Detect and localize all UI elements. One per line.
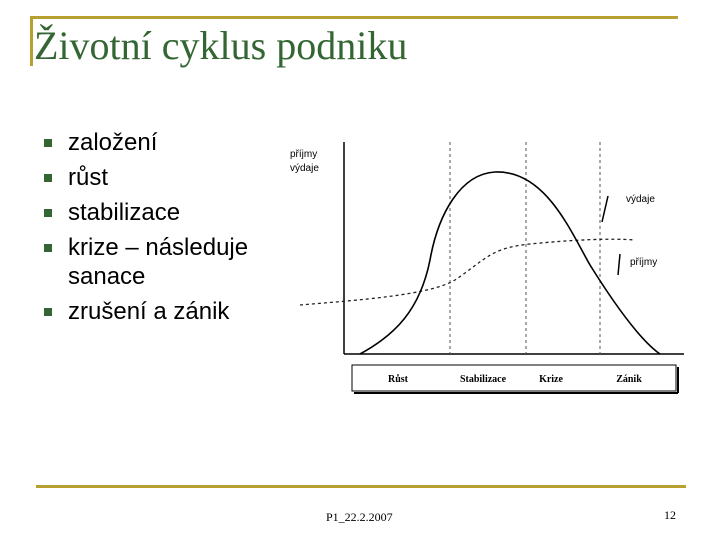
bottom-border-line bbox=[36, 485, 686, 488]
y-axis-label-revenue: příjmy bbox=[290, 149, 318, 160]
phase-label: Krize bbox=[539, 374, 563, 385]
curve-label-revenue: příjmy bbox=[630, 257, 658, 268]
top-border-line bbox=[30, 16, 678, 19]
footer-text: P1_22.2.2007 bbox=[326, 510, 393, 524]
list-item bbox=[40, 163, 280, 192]
bullet-square-icon bbox=[44, 209, 52, 217]
left-border-line bbox=[30, 16, 33, 66]
phase-label: Zánik bbox=[616, 374, 642, 385]
list-item-text: růst bbox=[68, 164, 109, 191]
list-item bbox=[40, 297, 280, 326]
bullet-list bbox=[40, 128, 280, 332]
list-item-text: založení bbox=[68, 129, 158, 156]
curve-label-expenses: výdaje bbox=[626, 194, 655, 205]
revenue-curve bbox=[360, 172, 660, 354]
bullet-square-icon bbox=[44, 308, 52, 316]
y-axis-label-expenses: výdaje bbox=[290, 163, 319, 174]
phase-label: Stabilizace bbox=[459, 374, 507, 385]
list-item bbox=[40, 233, 280, 291]
life-cycle-diagram bbox=[280, 130, 690, 400]
list-item bbox=[40, 128, 280, 157]
list-item-text: krize – následuje sanace bbox=[68, 234, 249, 290]
list-item-text: zrušení a zánik bbox=[68, 298, 230, 325]
bullet-square-icon bbox=[44, 174, 52, 182]
bullet-square-icon bbox=[44, 139, 52, 147]
list-item-text: stabilizace bbox=[68, 199, 181, 226]
phase-label: Růst bbox=[387, 374, 409, 385]
expenses-label-leader bbox=[602, 196, 608, 222]
bullet-square-icon bbox=[44, 244, 52, 252]
page-title: Životní cyklus podniku bbox=[34, 23, 408, 68]
page-number: 12 bbox=[664, 508, 676, 522]
expenses-curve bbox=[300, 239, 635, 305]
list-item bbox=[40, 198, 280, 227]
revenue-label-leader bbox=[618, 254, 620, 275]
